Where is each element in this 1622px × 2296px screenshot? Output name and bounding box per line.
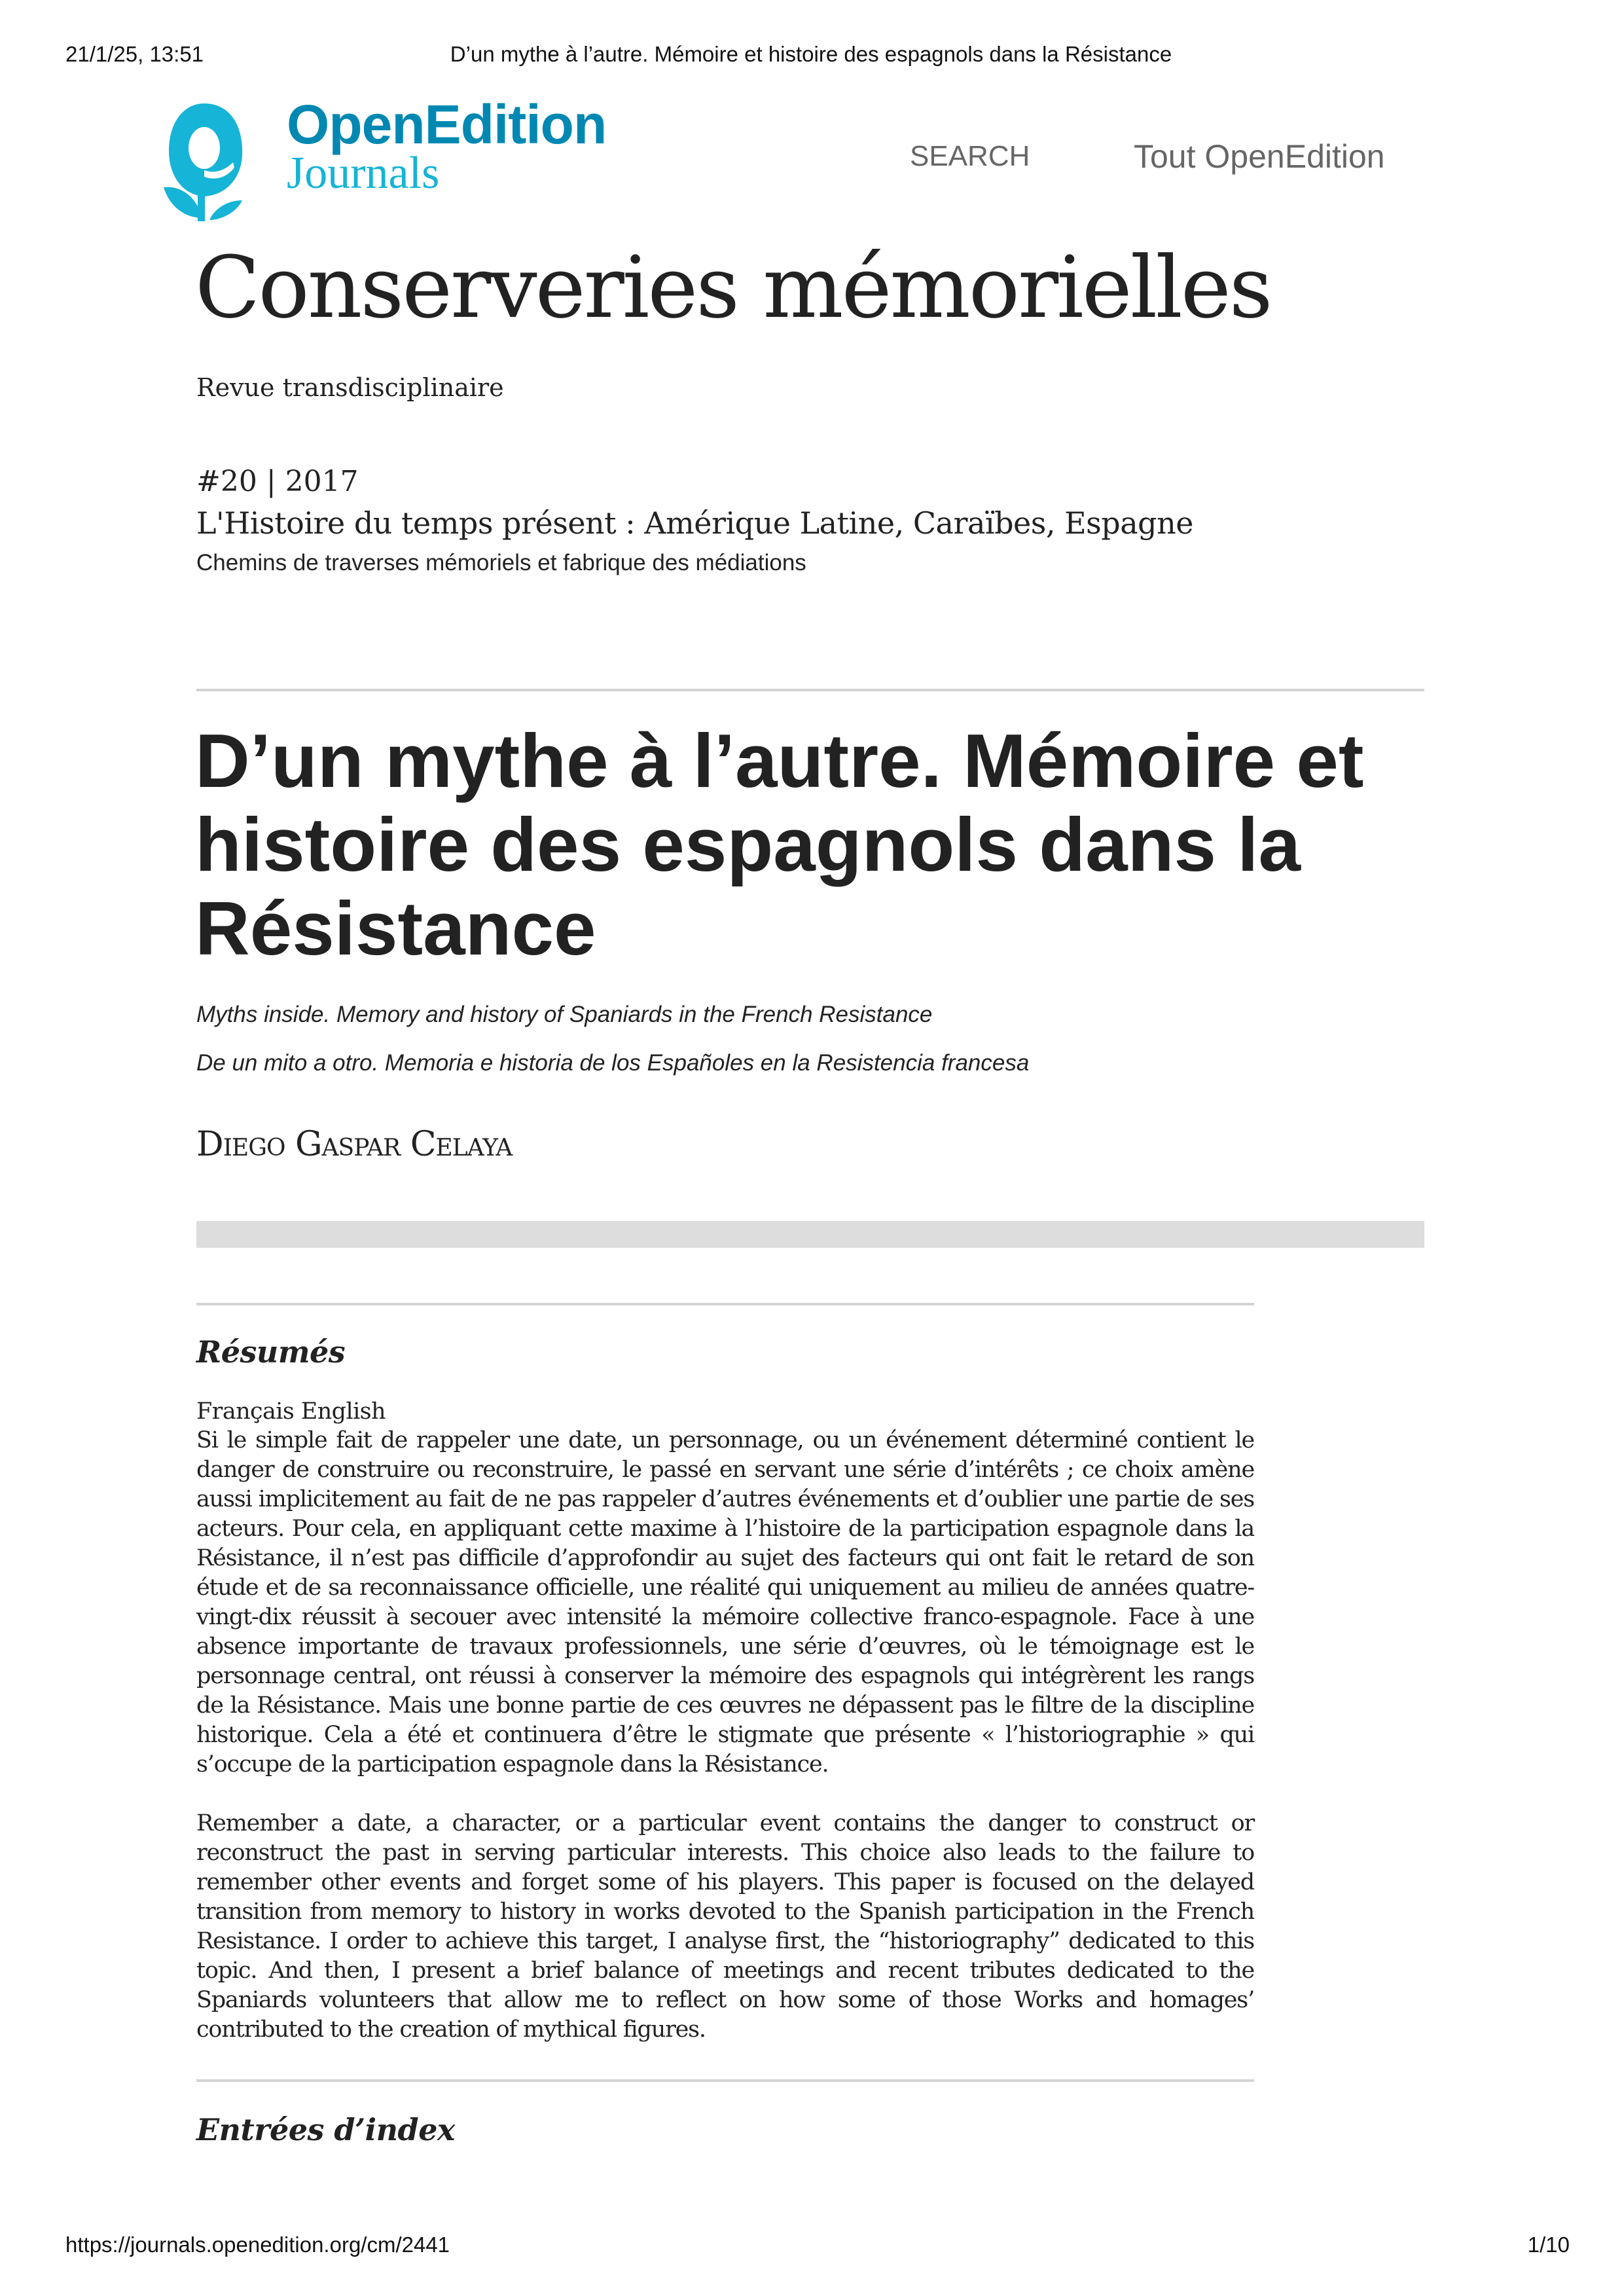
logo-journals-text: Journals [287, 148, 440, 198]
resumes-heading: Résumés [196, 1334, 346, 1370]
openedition-journals-logo[interactable] [157, 94, 655, 221]
issue-title[interactable]: L'Histoire du temps présent : Amérique Latine, Caraïbes, Espagne [196, 505, 1193, 541]
search-link[interactable]: SEARCH [910, 140, 1030, 172]
print-page-title: D’un mythe à l’autre. Mémoire et histoire des espagnols dans la Résistance [450, 42, 1172, 66]
logo-openedition-text: OpenEdition [287, 94, 607, 155]
alt-title-english: Myths inside. Memory and history of Spaniards in the French Resistance [196, 1002, 933, 1027]
print-url: https://journals.openedition.org/cm/2441 [65, 2232, 450, 2257]
abstract-english: Remember a date, a character, or a particular event contains the danger to construct or reconstruct the past in serving particular interests. This choice also leads to the failure to remember other events and forget some of his players. This paper is focused on the delayed transition from memory to history in works devoted to the Spanish participation in the French Resistance. I order to achieve this target, I analyse first, the “historiography” dedicated to this topic. And then, I present a brief balance of meetings and recent tributes dedicated to the Spaniards volunteers that allow me to reflect on how some of those Works and homages’ contributed to the creation of mythical figures. [196, 1810, 1254, 2043]
author-name[interactable]: Diego Gaspar Celaya [196, 1125, 513, 1164]
abstract-language-switch [196, 1398, 386, 1425]
article-title: D’un mythe à l’autre. Mémoire et histoire des espagnols dans la Résistance [195, 718, 1364, 971]
divider [196, 689, 1424, 691]
abstract-french: Si le simple fait de rappeler une date, un personnage, ou un événement déterminé contient le danger de construire ou reconstruire, le passé en servant une série d’intérêts ; ce choix amène aussi implicitement au fait de ne pas rappeler d’autres événements et d’oublier une partie de ses acteurs. Pour cela, en appliquant cette maxime à l’histoire de la participation espagnole dans la Résistance, il n’est pas difficile d’approfondir au sujet des facteurs qui ont fait le retard de son étude et de sa reconnaissance officielle, une réalité qui uniquement au milieu de années quatre-vingt-dix réussit à secouer avec intensité la mémoire collective franco-espagnole. Face à une absence importante de travaux professionnels, une série d’œuvres, où le témoignage est le personnage central, ont réussi à conserver la mémoire des espagnols qui intégrèrent les rangs de la Résistance. Mais une bonne partie de ces œuvres ne dépassent pas le filtre de la discipline historique. Cela a été et continuera d’être le stigmate que présente « l’historiographie » qui s’occupe de la participation espagnole dans la Résistance. [196, 1427, 1254, 1777]
openedition-flower-icon [157, 97, 281, 221]
lang-tab-french[interactable]: Français [196, 1398, 295, 1425]
issue-subtitle: Chemins de traverses mémoriels et fabrique des médiations [196, 550, 806, 575]
toolbar-placeholder-bar [196, 1221, 1424, 1248]
issue-number-year[interactable]: #20 | 2017 [196, 465, 359, 498]
print-page-number: 1/10 [1527, 2232, 1570, 2257]
divider [196, 1303, 1254, 1305]
divider [196, 2079, 1254, 2082]
lang-tab-english[interactable]: English [300, 1398, 386, 1425]
journal-title[interactable]: Conserveries mémorielles [195, 238, 1271, 337]
index-entries-heading: Entrées d’index [196, 2112, 455, 2147]
all-openedition-link[interactable]: Tout OpenEdition [1134, 138, 1385, 175]
print-datetime: 21/1/25, 13:51 [65, 42, 204, 66]
journal-subtitle: Revue transdisciplinaire [196, 373, 504, 402]
alt-title-spanish: De un mito a otro. Memoria e historia de los Españoles en la Resistencia francesa [196, 1050, 1030, 1076]
